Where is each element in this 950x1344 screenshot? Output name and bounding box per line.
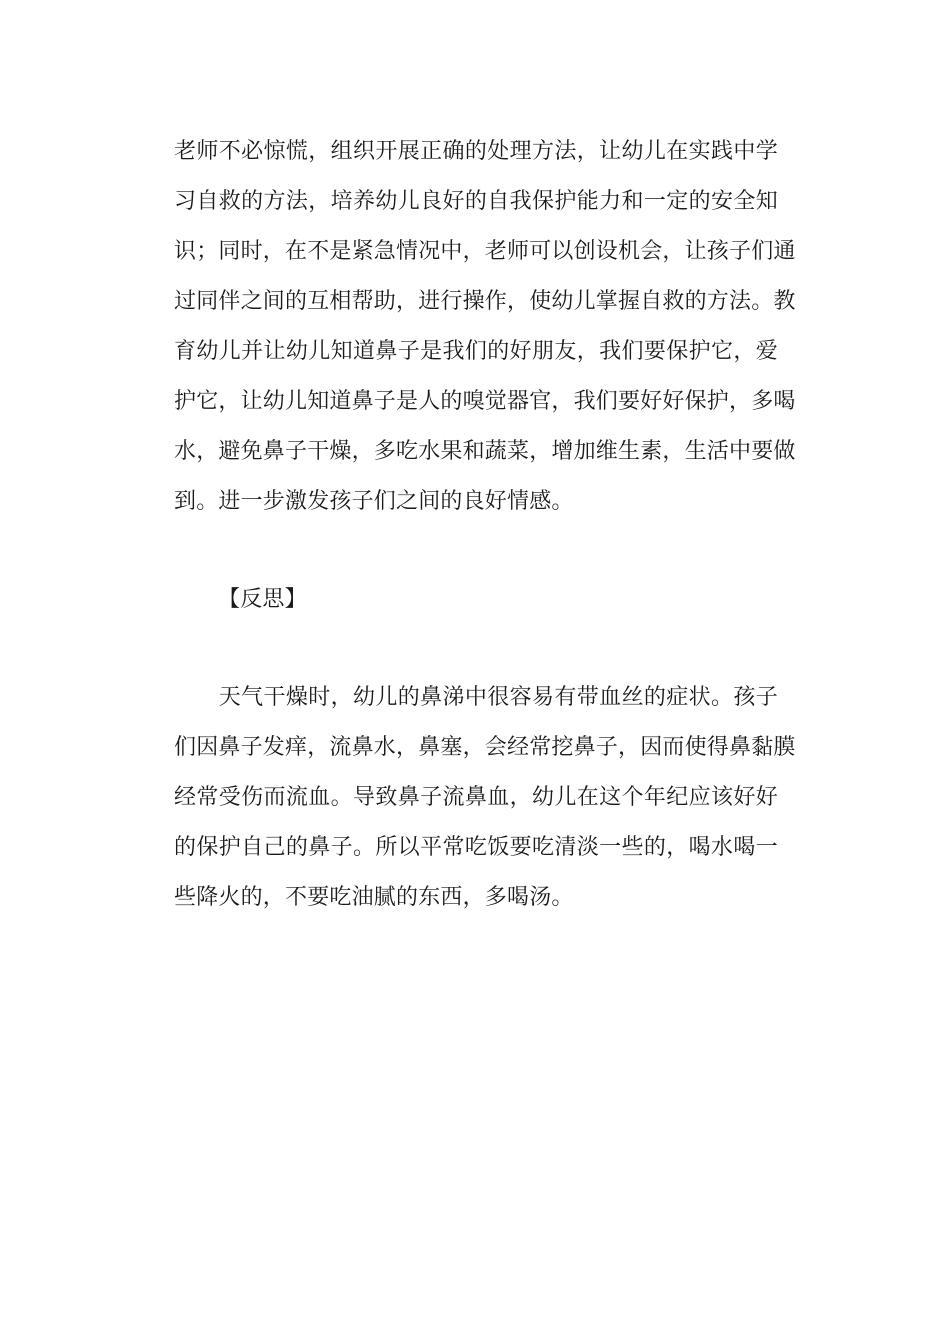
paragraph-line: 经常受伤而流血。导致鼻子流鼻血，幼儿在这个年纪应该好好 (174, 785, 778, 810)
body-paragraph-1 (174, 127, 796, 527)
body-paragraph-2 (174, 673, 796, 923)
paragraph-line: 老师不必惊慌，组织开展正确的处理方法，让幼儿在实践中学 (174, 139, 778, 164)
paragraph-line: 的保护自己的鼻子。所以平常吃饭要吃清淡一些的，喝水喝一 (174, 835, 778, 860)
paragraph-line: 习自救的方法，培养幼儿良好的自我保护能力和一定的安全知 (174, 189, 778, 214)
section-heading (218, 575, 418, 625)
paragraph-line: 护它，让幼儿知道鼻子是人的嗅觉器官，我们要好好保护，多喝 (174, 389, 796, 414)
paragraph-line: 过同伴之间的互相帮助，进行操作，使幼儿掌握自救的方法。教 (174, 289, 796, 314)
section-heading-text: 【反思】 (218, 587, 307, 612)
paragraph-line: 们因鼻子发痒，流鼻水，鼻塞，会经常挖鼻子，因而使得鼻黏膜 (174, 735, 796, 760)
paragraph-line: 育幼儿并让幼儿知道鼻子是我们的好朋友，我们要保护它，爱 (174, 339, 778, 364)
paragraph-line: 些降火的，不要吃油腻的东西，多喝汤。 (174, 885, 574, 910)
paragraph-line: 水，避免鼻子干燥，多吃水果和蔬菜，增加维生素，生活中要做 (174, 439, 796, 464)
paragraph-line: 天气干燥时，幼儿的鼻涕中很容易有带血丝的症状。孩子 (174, 685, 778, 710)
paragraph-line: 到。进一步激发孩子们之间的良好情感。 (174, 489, 574, 514)
paragraph-line: 识；同时，在不是紧急情况中，老师可以创设机会，让孩子们通 (174, 239, 796, 264)
